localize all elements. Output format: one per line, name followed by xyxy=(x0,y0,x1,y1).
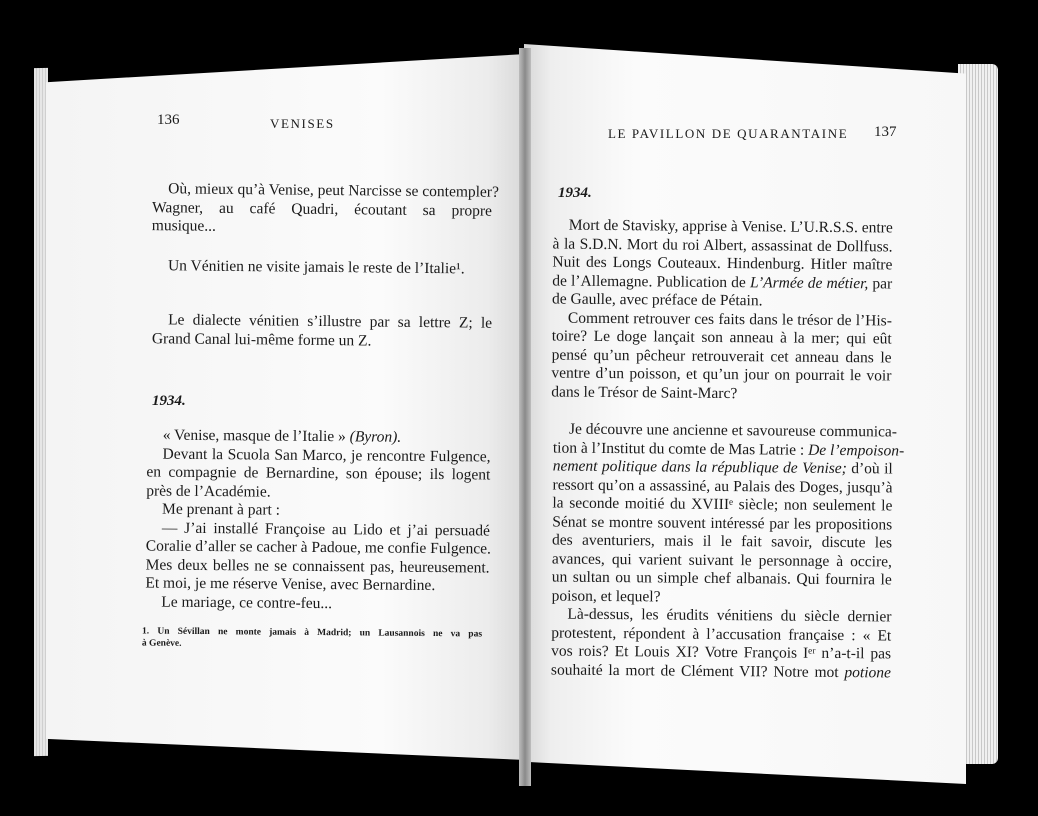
text-line: pensé qu’un pêcheur retrouverait cet anneau dans le xyxy=(551,346,892,366)
text-line: de l’Allemagne. Publication de L’Armée de métier, par xyxy=(552,272,893,292)
left-block-fulgence xyxy=(145,427,491,615)
left-running-head: VENISES xyxy=(270,116,335,131)
byron-quote: « Venise, masque de l’Italie » (Byron). xyxy=(162,426,402,446)
footnote-line: 1. Un Sévillan ne monte jamais à Madrid; un Lausannois ne va pas xyxy=(142,626,483,640)
right-running-head: LE PAVILLON DE QUARANTAINE xyxy=(608,126,849,141)
left-page-edges xyxy=(34,68,48,756)
text-line: souhaité la mort de Clément VII? Notre mot potione xyxy=(550,661,892,681)
text-line: Où, mieux qu’à Venise, peut Narcisse se contempler? xyxy=(168,180,500,201)
text-line: Comment retrouver ces faits dans le trésor de l’His- xyxy=(567,309,892,329)
text-line: tion à l’Institut du comte de Mas Latrie : De l’empoison- xyxy=(552,439,905,460)
text-line: Le dialecte vénitien s’illustre par sa lettre Z; le xyxy=(168,311,493,332)
right-para-events xyxy=(551,217,893,405)
text-line: Wagner, au café Quadri, écoutant sa propre xyxy=(151,198,493,220)
text-line: Là-dessus, les érudits vénitiens du siècle dernier xyxy=(567,605,892,626)
text-line: Je découvre une ancienne et savoureuse communica- xyxy=(568,420,898,441)
text-line: — J’ai installé Françoise au Lido et j’ai persuadé xyxy=(161,519,490,540)
text-line: de Gaulle, avec préface de Pétain. xyxy=(552,290,763,310)
left-footnote xyxy=(142,626,482,653)
text-line: toire? Le doge lançait son anneau à la mer; qui eût xyxy=(551,327,892,348)
text-line: nement politique dans la république de Venise; d’où il xyxy=(552,457,893,478)
text-line: Sénat se montre souvent intéressé par les propositions xyxy=(552,513,893,533)
text-line: Mes deux belles ne se connaissent pas, heureusement. xyxy=(145,555,490,576)
footnote-line: à Genève. xyxy=(141,638,182,649)
text-line: Mort de Stavisky, apprise à Venise. L’U.R.S.S. entre xyxy=(568,216,893,237)
right-page-number: 137 xyxy=(874,124,897,140)
text-line: ressort qu’on a assassiné, au Palais des Doges, jusqu’à xyxy=(552,476,893,496)
left-page xyxy=(46,54,526,760)
text-line: près de l’Académie. xyxy=(146,482,271,501)
text-line: vos rois? Et Louis XI? Votre François Iᵉʳ n’a-t-il pas xyxy=(551,642,892,663)
right-para-poison xyxy=(550,420,905,683)
text-line: à la S.D.N. Mort du roi Albert, assassinat de Dollfuss. xyxy=(552,235,893,255)
text-line: Coralie d’aller se cacher à Padoue, me confie Fulgence. xyxy=(145,537,491,558)
text-line: Devant la Scuola San Marco, je rencontre Fulgence, xyxy=(162,445,491,466)
text-line: avances, qui varient suivant le personnage à occire, xyxy=(551,550,892,570)
text-line: musique... xyxy=(151,217,217,235)
left-block-narcisse xyxy=(151,180,500,239)
text-line: un sultan ou un simple chef albanais. Qui fournira le xyxy=(551,568,892,589)
text-line: ventre d’un poisson, et qu’un jour on pourrait le voir xyxy=(551,364,892,385)
text-line: Grand Canal lui-même forme un Z. xyxy=(151,329,372,350)
left-year-heading: 1934. xyxy=(152,393,186,409)
text-line: Et moi, je me réserve Venise, avec Bernardine. xyxy=(145,574,436,595)
left-page-number: 136 xyxy=(157,112,180,128)
left-block-venitien xyxy=(168,257,498,279)
book-gutter xyxy=(519,48,531,786)
text-line: Nuit des Longs Couteaux. Hindenburg. Hitler maître xyxy=(552,253,893,274)
right-year-heading: 1934. xyxy=(558,185,592,201)
text-line: la seconde moitié du XVIIIᵉ siècle; non seulement le xyxy=(552,494,893,515)
text-line: protestent, répondent à l’accusation française : « Et xyxy=(551,624,892,644)
text-line: en compagnie de Bernardine, son épouse; ils logent xyxy=(146,463,491,484)
text-line: Le mariage, ce contre-feu... xyxy=(161,593,333,612)
left-block-dialecte xyxy=(152,311,492,352)
text-line: Me prenant à part : xyxy=(162,500,281,519)
text-line: des aventuriers, mais il le fait savoir, discute les xyxy=(552,531,893,552)
text-line: poison, et lequel? xyxy=(551,587,661,605)
text-line: Un Vénitien ne visite jamais le reste de l’Italie¹. xyxy=(167,257,465,278)
text-line: dans le Trésor de Saint-Marc? xyxy=(551,383,738,402)
